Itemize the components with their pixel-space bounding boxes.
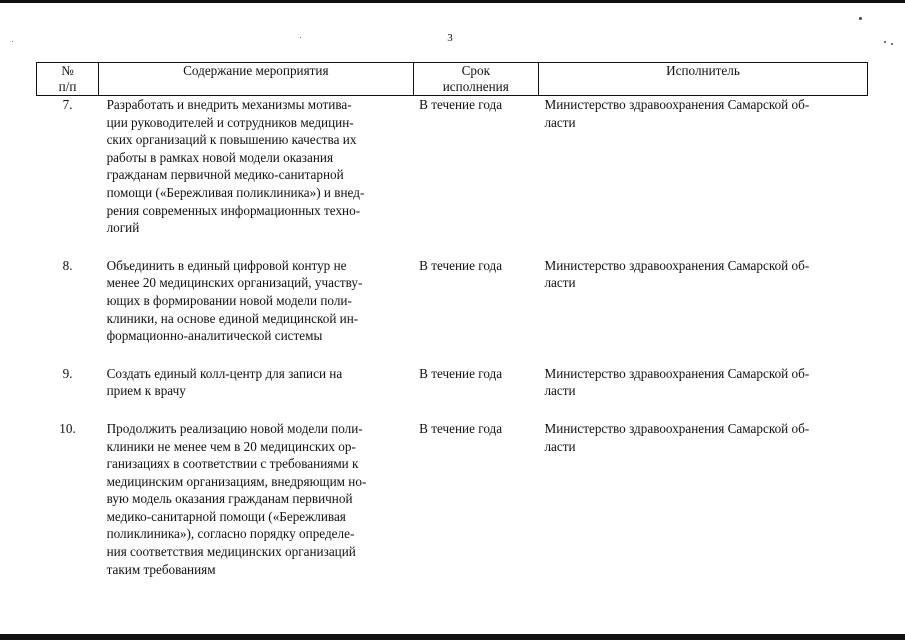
row-task: Продолжить реализацию новой модели поли- клиники не менее чем в 20 медицинских ор- ганизациях в соответствии с требованиями к медицинским организациям, внедряющим но- вую модель оказания гражданам первичной медико-санитарной помощи («Бережливая поликлиника»), согласно порядку определе- ния соответствия медицинских организаций таким требованиям [106,420,367,577]
measures-table [36,62,868,578]
header-term: Срок исполнения [413,63,538,96]
row-term: В течение года [419,257,503,273]
row-term: В течение года [419,97,503,112]
scan-speck [859,17,862,20]
page-number: 3 [447,32,453,44]
top-scan-border [0,0,905,3]
row-spacer [37,345,868,365]
row-number: 10. [59,420,76,436]
scan-speck [12,41,13,42]
row-executor: Министерство здравоохранения Самарской об- ласти [544,97,810,130]
header-number: № п/п [37,63,99,96]
row-task: Создать единый колл-центр для записи на прием к врачу [106,365,343,399]
row-executor: Министерство здравоохранения Самарской об- ласти [544,257,810,291]
row-number: 9. [62,365,73,381]
scan-speck [891,43,893,45]
row-spacer [37,400,868,420]
header-executor: Исполнитель [538,63,867,96]
row-number: 7. [62,97,73,112]
table-header-row [37,63,868,96]
row-term: В течение года [419,365,503,381]
bottom-scan-border [0,634,905,640]
row-executor: Министерство здравоохранения Самарской об- ласти [544,420,810,454]
table-row [37,257,868,345]
table-row [37,420,868,578]
scan-speck [884,41,886,43]
row-spacer [37,237,868,257]
table-row [37,365,868,400]
row-task: Объединить в единый цифровой контур не менее 20 медицинских организаций, участву- ющих в формировании новой модели поли- клиники, на основе единой медицинской ин- формационно-аналитической системы [106,257,363,344]
row-number: 8. [62,257,73,273]
row-task: Разработать и внедрить механизмы мотива- ции руководителей и сотрудников медицин- ских организаций к повышению качества их работы в рамках новой модели оказания гражданам первичной медико-санитарной помощи («Бережливая поликлиника») и внед- рения современных информационных техно- логий [106,97,365,236]
row-executor: Министерство здравоохранения Самарской об- ласти [544,365,810,399]
scan-speck [300,37,301,38]
header-task: Содержание мероприятия [99,63,414,96]
row-term: В течение года [419,420,503,436]
table-row [37,96,868,237]
